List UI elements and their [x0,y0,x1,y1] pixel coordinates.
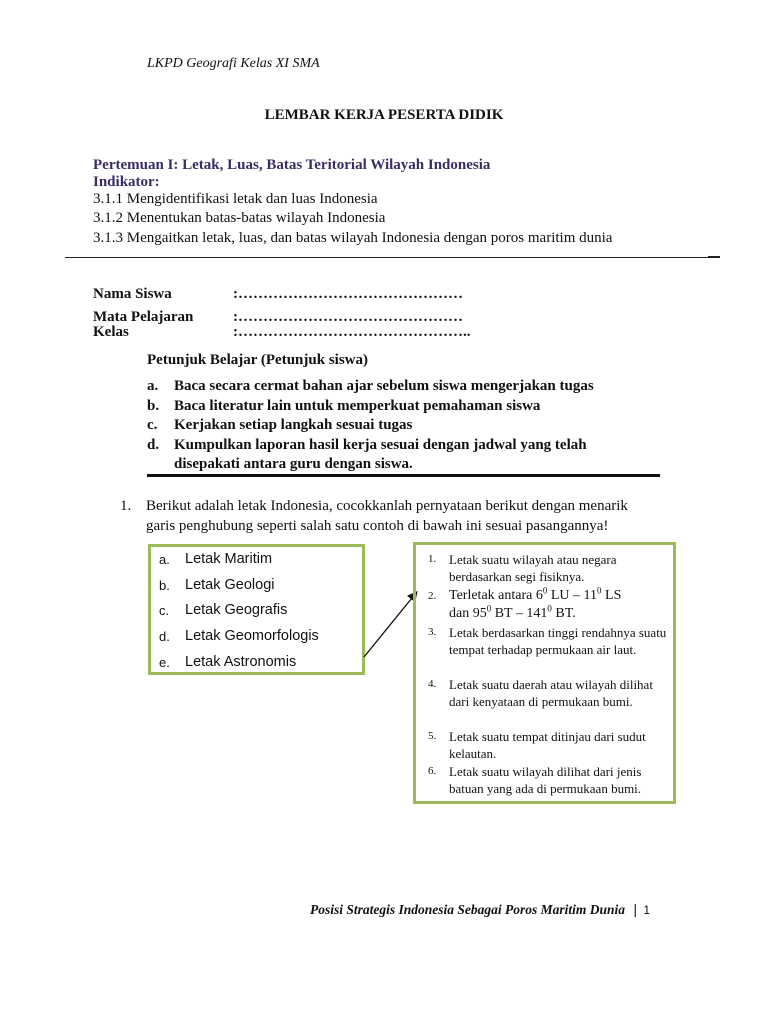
footer-text: Posisi Strategis Indonesia Sebagai Poros Maritim Dunia [310,902,626,917]
indicator-list [93,190,612,248]
indicator-item: 3.1.1 Mengidentifikasi letak dan luas Indonesia [93,191,378,207]
name-field[interactable]: :……………………………………… [233,286,463,302]
option-text: Letak Geomorfologis [185,628,319,644]
instruction-item [147,436,667,475]
header-note: LKPD Geografi Kelas XI SMA [147,56,320,71]
option-marker: 5. [428,730,437,742]
divider-accent [708,256,720,258]
instruction-text: Kumpulkan laporan hasil kerja sesuai dengan jadwal yang telah disepakati antara guru dengan siswa. [174,436,587,472]
indicator-item: 3.1.2 Menentukan batas-batas wilayah Indonesia [93,210,386,226]
page-number: 1 [643,903,651,917]
option-marker: 6. [428,765,437,777]
option-text: Letak berdasarkan tinggi rendahnya suatu tempat terhadap permukaan air laut. [449,625,667,657]
option-text: Letak suatu daerah atau wilayah dilihat dari kenyataan di permukaan bumi. [449,677,653,709]
class-label: Kelas [93,324,129,340]
form-row-subject [93,310,471,325]
form-row-class [93,325,471,340]
right-option[interactable] [428,587,668,623]
instruction-marker: a. [147,378,159,394]
instruction-marker: b. [147,397,160,414]
option-text: Letak suatu wilayah atau negara berdasarkan segi fisiknya. [449,552,617,584]
footer-separator: | [633,902,637,917]
instruction-item [147,416,667,436]
option-text: Letak Maritim [185,551,273,567]
subject-label: Mata Pelajaran [93,309,194,325]
page-footer [310,902,650,918]
meeting-title: Pertemuan I: Letak, Luas, Batas Teritorial Wilayah Indonesia [93,157,491,173]
option-text: Letak Geografis [185,602,288,618]
instruction-marker: c. [147,417,158,433]
instruction-item [147,377,667,397]
instructions-divider [147,474,660,477]
left-option[interactable] [159,654,296,670]
option-text: Letak Geologi [185,577,275,593]
example-connector-arrow [360,590,420,660]
option-marker: 4. [428,678,437,690]
indicator-item: 3.1.3 Mengaitkan letak, luas, dan batas wilayah Indonesia dengan poros maritim dunia [93,230,613,246]
right-option[interactable] [428,676,668,710]
left-options-box [148,544,365,675]
question-number: 1. [120,498,132,514]
left-option[interactable] [159,602,287,618]
instructions-title: Petunjuk Belajar (Petunjuk siswa) [147,352,368,368]
question-1 [120,496,660,536]
meeting-heading [93,157,490,191]
left-option[interactable] [159,551,272,567]
indicator-label: Indikator: [93,174,160,190]
divider [65,257,718,258]
option-marker: d. [159,629,170,644]
option-text: Letak Astronomis [185,654,297,670]
right-option[interactable] [428,763,668,797]
question-text: Berikut adalah letak Indonesia, cocokkanlah pernyataan berikut dengan menarik garis penghubung seperti salah satu contoh di bawah ini sesuai pasangannya! [146,498,628,534]
right-option[interactable] [428,728,668,762]
subject-field[interactable]: :……………………………………… [233,309,463,325]
instruction-text: Kerjakan setiap langkah sesuai tugas [174,417,413,433]
left-option[interactable] [159,628,319,644]
form-row-name [93,287,471,302]
instruction-marker: d. [147,436,160,453]
instruction-item [147,397,667,417]
class-field[interactable]: :……………………………………….. [233,324,471,340]
left-option[interactable] [159,577,274,593]
instruction-text: Baca literatur lain untuk memperkuat pemahaman siswa [174,397,541,414]
option-marker: 2. [428,590,437,602]
instructions-list [147,377,667,475]
name-label: Nama Siswa [93,286,172,302]
right-options-box [413,542,676,804]
option-marker: e. [159,655,170,670]
document-title: LEMBAR KERJA PESERTA DIDIK [264,107,504,123]
option-marker: 1. [428,553,437,565]
option-marker: a. [159,552,170,567]
instruction-text: Baca secara cermat bahan ajar sebelum siswa mengerjakan tugas [174,378,594,394]
right-option[interactable] [428,624,668,658]
student-form [93,287,471,340]
option-text: Letak suatu wilayah dilihat dari jenis batuan yang ada di permukaan bumi. [449,764,642,796]
right-option[interactable] [428,551,668,585]
option-marker: b. [159,578,170,593]
option-text: Letak suatu tempat ditinjau dari sudut kelautan. [449,729,646,761]
option-marker: 3. [428,626,437,638]
option-text: Terletak antara $6^0$ LU – $11^0$ LS dan $95^0$ BT – $141^0$ BT. [449,585,622,621]
option-marker: c. [159,603,170,618]
